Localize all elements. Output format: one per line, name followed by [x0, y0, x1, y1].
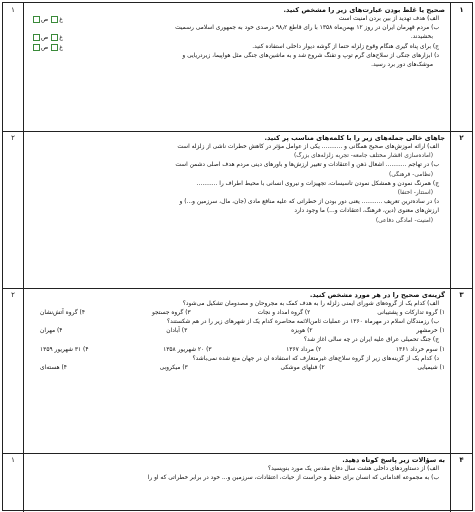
true-false-choices [30, 43, 63, 52]
question-body [24, 453, 450, 512]
multiple-choice-list [28, 300, 445, 373]
short-answer-line: ب) به مجموعه اقداماتی که انسان برای حفظ و حراست از حیات، اعتقادات، سرزمین و... خود در برابر خطراتی که او را [147, 475, 439, 482]
false-checkbox[interactable] [33, 44, 40, 51]
short-answer-line: الف) از دستاوردهای داخلی هشت سال دفاع مقدس یک مورد بنویسید؟ [267, 466, 439, 472]
true-false-item [28, 61, 445, 70]
true-label: ص [41, 43, 49, 51]
mc-options [28, 327, 445, 336]
true-checkbox[interactable] [51, 16, 58, 23]
question-1-row [3, 3, 472, 132]
mc-option[interactable]: ۳) ۲۰ شهریور ۱۳۵۸ [163, 346, 212, 353]
fill-blank-line: الف) ارائه آموزش‌های صحیح همگانی و ........... یکی از عوامل مؤثر در کاهش خطرات ناشی از زلزله است [177, 144, 439, 150]
question-number: ۴ [450, 453, 472, 512]
question-3-row [3, 288, 472, 454]
mc-option[interactable]: ۱) خرمشهر [416, 328, 445, 335]
mc-option[interactable]: ۳) آبادان [166, 328, 188, 335]
statement-text: موشک‌های دور برد رسید. [371, 62, 433, 69]
question-number: ۳ [450, 288, 472, 453]
question-title: صحیح یا غلط بودن عبارت‌های زیر را مشخص کنید. [283, 6, 445, 14]
true-label: ص [41, 16, 49, 23]
question-title: جاهای خالی جمله‌های زیر را با کلمه‌های مناسب پر کنید. [264, 134, 445, 142]
true-false-item [28, 15, 445, 24]
question-4-row [3, 453, 472, 512]
question-body [24, 3, 450, 131]
score-cell: ۲ [3, 288, 24, 453]
true-false-item [28, 33, 445, 42]
statement-text: د) ابزارهای جنگی از سلاح‌های گرم توپ و تفنگ شروع شد و به ماشین‌های جنگی مثل هواپیما، زیردریایی و [182, 52, 439, 59]
mc-option[interactable]: ۲) هویزه [291, 328, 313, 335]
score-cell: ۱ [3, 3, 24, 131]
statement-text: الف) هدف تهدید از بین بردن امنیت است [338, 16, 439, 22]
mc-option[interactable]: ۱) گروه تدارکات و پشتیبانی [377, 310, 445, 317]
mc-option[interactable]: ۲) مرداد ۱۳۶۷ [286, 346, 322, 353]
score-cell: ۲ [3, 131, 24, 288]
exam-sheet [2, 2, 473, 511]
mc-option[interactable]: ۲) گروه امداد و نجات [257, 310, 311, 317]
true-false-item [28, 24, 445, 33]
question-2-row [3, 131, 472, 289]
fill-blank-options: (استتار- اختفا) [397, 190, 433, 197]
true-false-item [28, 43, 445, 52]
true-checkbox[interactable] [51, 44, 58, 51]
true-checkbox[interactable] [51, 34, 58, 41]
fill-blank-line: ارزش‌های معنوی (دین، فرهنگ، اعتقادات و...) ما وجود دارد [294, 208, 439, 215]
fill-blank-options: (نظامی- فرهنگی) [388, 171, 433, 178]
mc-options [28, 309, 445, 318]
mc-option[interactable]: ۴) گروه آتش‌نشان [40, 310, 86, 317]
false-checkbox[interactable] [33, 16, 40, 23]
question-title: گزینه‌ی صحیح را در هر مورد مشخص کنید. [309, 291, 445, 299]
statement-text: ب) مردم قهرمان ایران در روز ۱۲ بهمن‌ماه ۱۳۵۸ با رأی قاطع ۹۸٫۲ درصدی خود به جمهوری اسلامی رسمیت [175, 25, 439, 32]
question-number: ۱ [450, 3, 472, 131]
mc-stem: الف) کدام یک از گروه‌های شورای ایمنی زلزله را به هدف کمک به مجروحان و مصدومان تشکیل می‌شود؟ [182, 301, 439, 307]
mc-option[interactable]: ۱) سوم خرداد ۱۳۶۱ [395, 346, 445, 353]
false-label: غ [59, 16, 63, 23]
mc-options [28, 346, 445, 355]
mc-options [28, 364, 445, 373]
mc-option[interactable]: ۴) مهران [40, 328, 63, 335]
statement-text: ج) برای پناه گیری هنگام وقوع زلزله حتماً از گوشه دیوار داخلی استفاده کنید. [252, 43, 439, 50]
statement-text: بخشیدند. [410, 34, 433, 41]
fill-blank-line: ب) در تهاجم ........... اشغال ذهن و اعتقادات و تغییر ارزش‌ها و باورهای دینی مردم هدف اصلی دشمن است [175, 162, 439, 169]
score-cell: ۱ [3, 453, 24, 512]
false-label: غ [59, 43, 63, 51]
mc-stem: د) کدام یک از گزینه‌های زیر از گروه سلاح‌های غیرمتعارف که استفاده آن در جهان منع شده نمی‌باشد؟ [192, 355, 439, 362]
fill-blank-line: ج) همرنگ نمودن و همشکل نمودن تأسیسات، تجهیزات و نیروی انسانی با محیط اطراف را ........... [196, 180, 439, 187]
question-number: ۲ [450, 131, 472, 288]
mc-option[interactable]: ۳) گروه جستجو [151, 310, 191, 317]
true-false-list [28, 15, 445, 70]
fill-blank-line: د) در ساده‌ترین تعریف ........... یعنی دور بودن از خطراتی که علیه منافع مادی (جان، مال، سرزمین و...) و [179, 199, 439, 206]
true-false-choices [30, 33, 63, 42]
mc-stem: ج) جنگ تحمیلی عراق علیه ایران در چه سالی آغاز شد؟ [303, 337, 439, 344]
true-false-item [28, 52, 445, 61]
fill-blank-options: (امنیت- آمادگی دفاعی) [375, 217, 433, 224]
question-body [24, 288, 450, 453]
mc-option[interactable]: ۴) هسته‌ای [40, 364, 67, 371]
fill-blank-options: (آماده‌سازی اقشار مختلف جامعه- تجربه زلزله‌های بزرگ) [293, 153, 433, 160]
true-false-choices [30, 15, 63, 24]
mc-option[interactable]: ۳) میکروبی [159, 364, 188, 371]
false-label: غ [59, 34, 63, 42]
mc-option[interactable]: ۴) ۳۱ شهریور ۱۳۵۹ [40, 346, 89, 353]
mc-stem: ب) رزمندگان اسلام در مهرماه ۱۳۶۰ در عملیات ثامن‌الائمه محاصره کدام یک از شهرهای زیر را در هم شکستند؟ [167, 319, 439, 326]
mc-option[interactable]: ۲) فنلهای موشکی [280, 364, 325, 371]
mc-option[interactable]: ۱) شیمیایی [417, 364, 445, 371]
true-label: ص [41, 34, 49, 42]
question-body [24, 131, 450, 288]
question-title: به سؤالات زیر پاسخ کوتاه دهید. [342, 456, 445, 464]
false-checkbox[interactable] [33, 34, 40, 41]
